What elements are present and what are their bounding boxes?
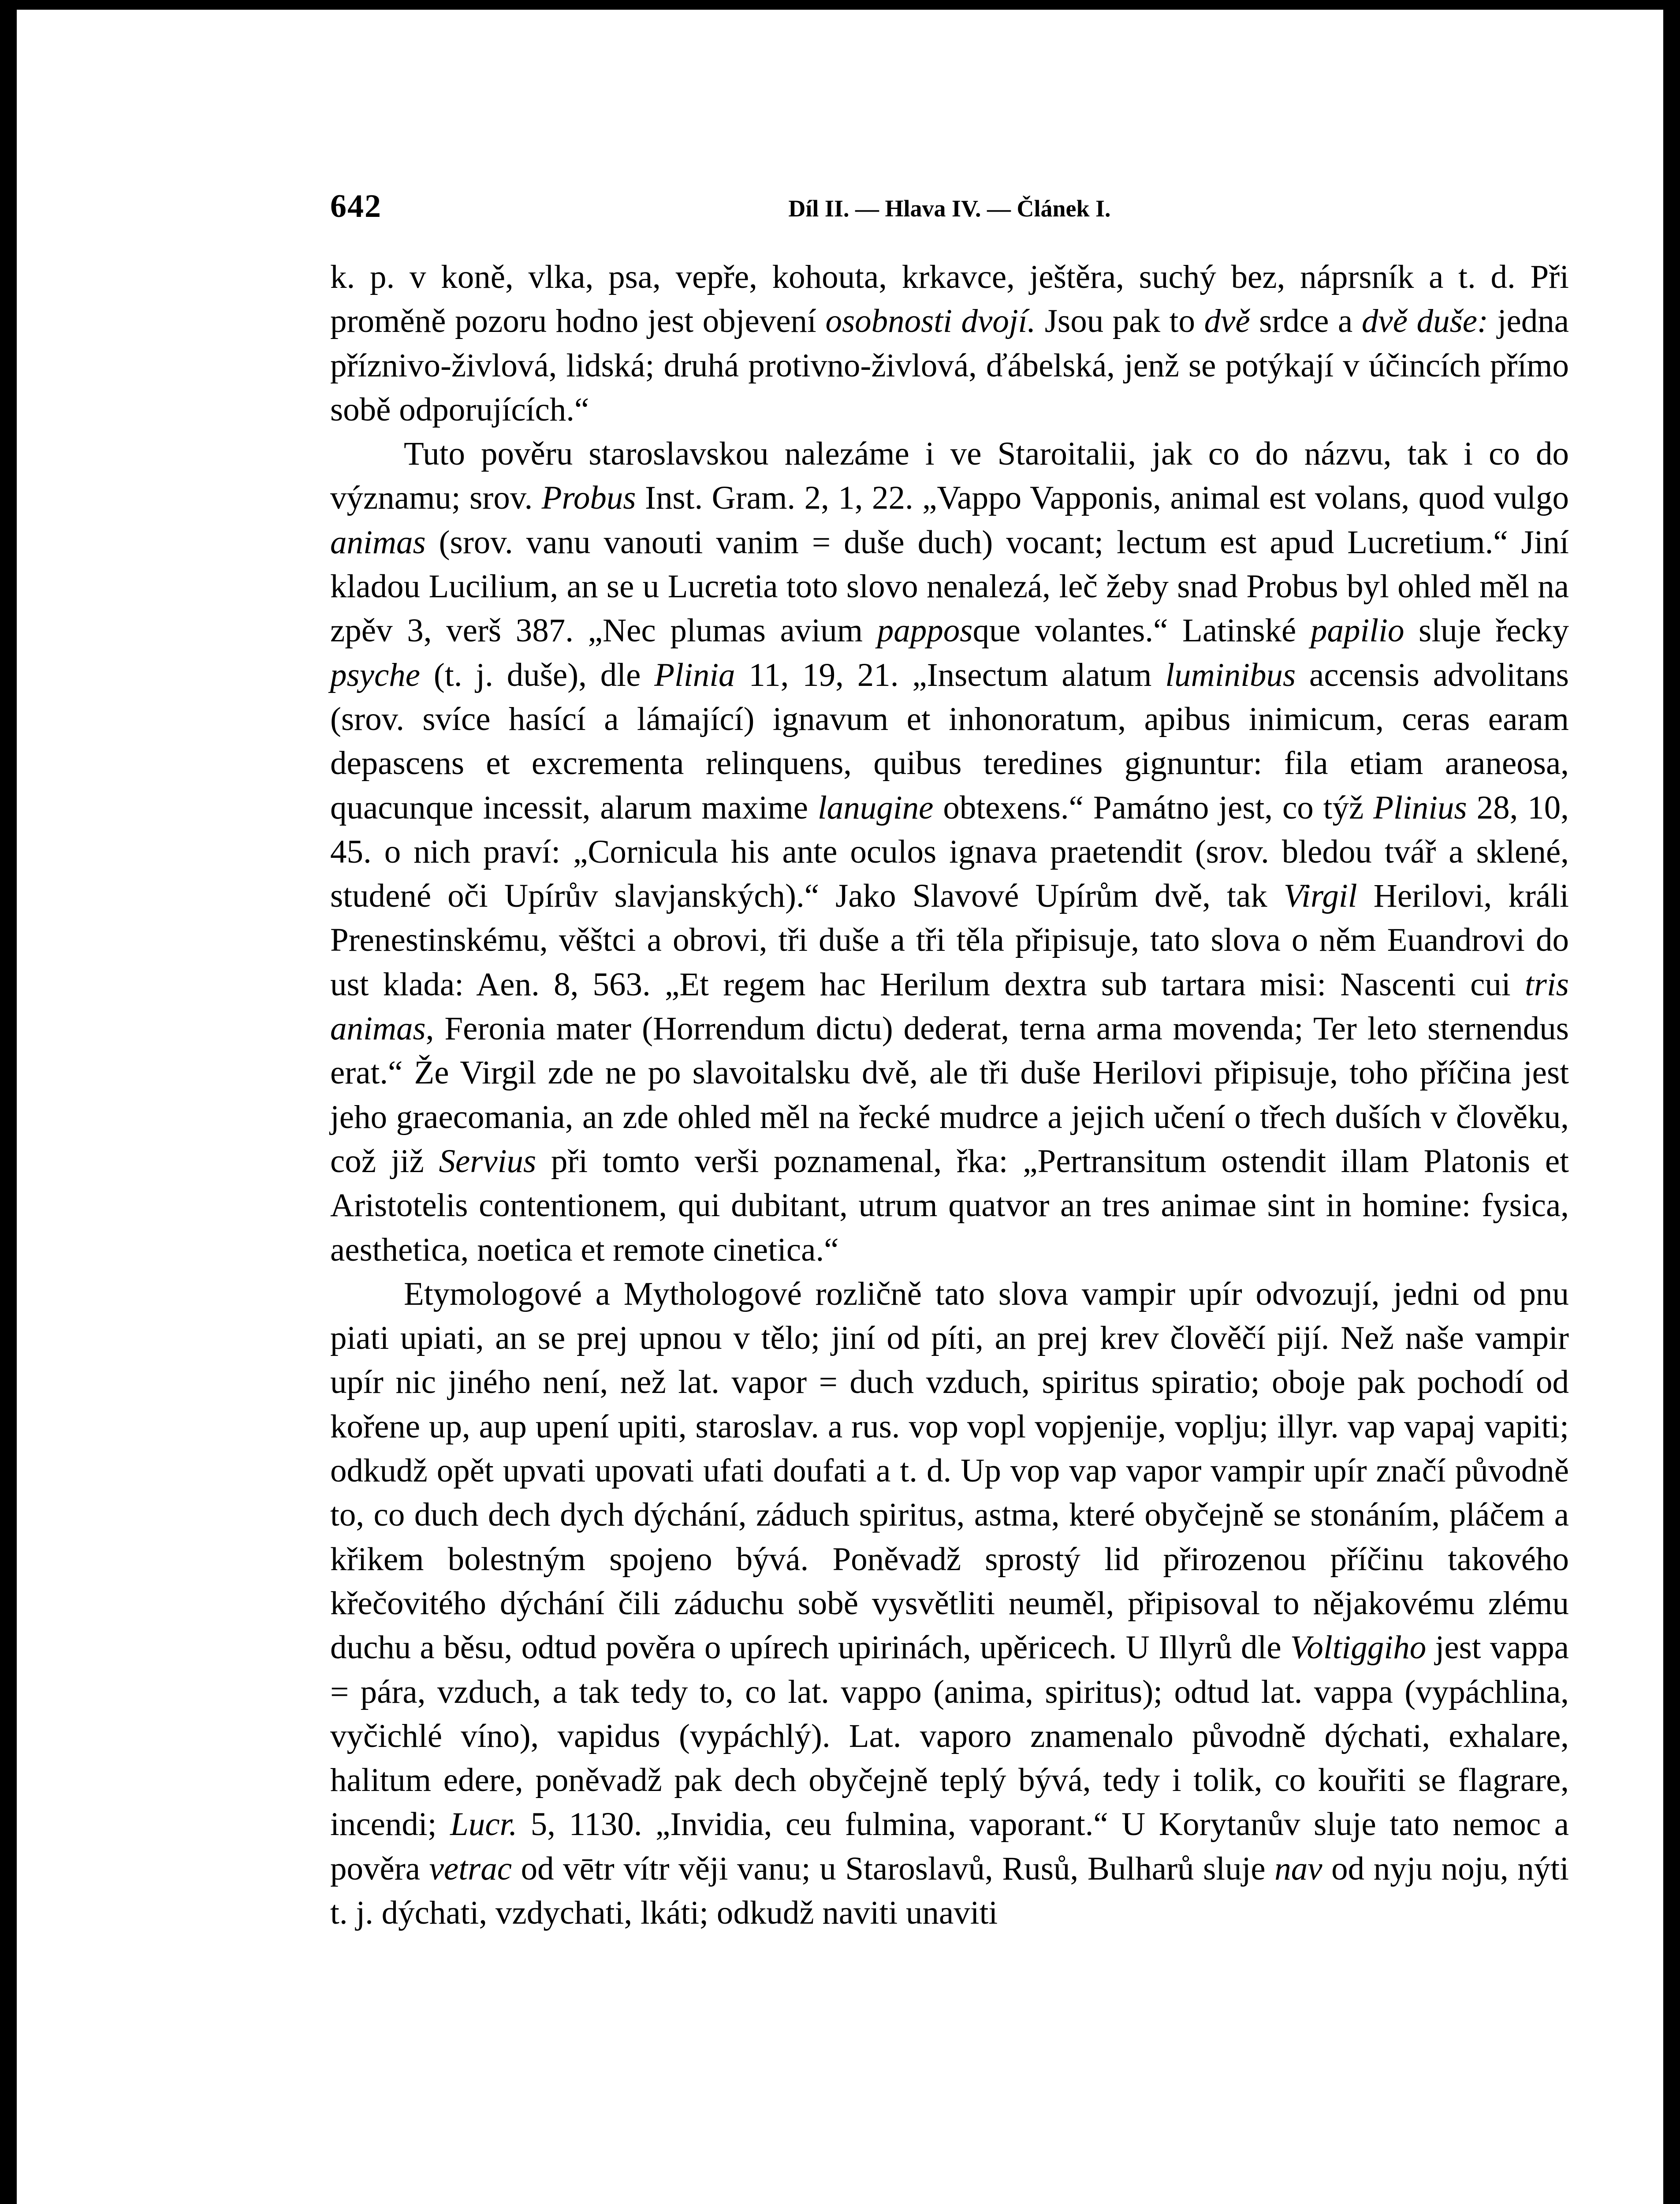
italic-text: papilio [1310,612,1404,649]
italic-text: dvě duše: [1361,303,1489,340]
text-run: Jsou pak to [1036,303,1204,340]
italic-text: pappos [877,612,973,649]
text-run: sluje řecky [1404,612,1569,649]
italic-text: osobnosti dvojí. [825,303,1036,340]
text-run: jest vappa = pára, vzduch, a tak tedy to, co lat. vappo (anima, spiritus); odtud lat. vappa (vypáchlina, vyčichlé víno), vapidus (vypáchlý). Lat. vaporo znamenalo původně dýchati, exhalare, halitum edere, poněvadž pak dech obyčejně teplý bývá, tedy i tolik, co kouřiti se flagrare, incendi; [330,1629,1569,1843]
text-run: , Feronia mater (Horrendum dictu) dederat, terna arma movenda; Ter leto sternendus erat.“ Že Virgil zde ne po slavoitalsku dvě, ale tři duše Herilovi připisuje, toho příčina jest jeho graecomania, an zde ohled měl na řecké mudrce a jejich učení o třech duších v člověku, což již [330,1010,1569,1180]
text-run: Etymologové a Mythologové rozličně tato slova vampir upír odvozují, jedni od pnu piati upiati, an se prej upnou v tělo; jiní od píti, an prej krev člověčí pijí. Než naše vampir upír nic jiného není, než lat. vapor = duch vzduch, spiritus spiratio; oboje pak pochodí od kořene up, aup upení upiti, staroslav. a rus. vop vopl vopjenije, voplju; illyr. vap vapaj vapiti; odkudž opět upvati upovati ufati doufati a t. d. Up vop vap vapor vampir upír značí původně to, co duch dech dych dýchání, záduch spiritus, astma, které obyčejně se stonáním, pláčem a křikem bolestným spojeno bývá. Poněvadž sprostý lid přirozenou příčinu takového křečovitého dýchání čili záduchu sobě vysvětliti neuměl, připisoval to nějakovému zlému duchu a běsu, odtud pověra o upírech upirinách, upěricech. U Illyrů dle [330,1275,1569,1666]
italic-text: vetrac [429,1850,512,1887]
text-run: 28, 10, 45. o nich praví: „Cornicula his ante oculos ignava praetendit (srov. bledou tvář a sklené, studené oči Upírův slavjanských).“ Jako Slavové Upírům dvě, tak [330,789,1569,915]
text-run: 5, 1130. „Invidia, ceu fulmina, vaporant.“ U Korytanův sluje tato nemoc a pověra [330,1806,1569,1887]
text-run: Inst. Gram. 2, 1, 22. „Vappo Vapponis, animal est volans, quod vulgo [636,480,1569,517]
text-run: jedna příznivo-živlová, lidská; druhá protivno-živlová, ďábelská, jenž se potýkají v účincích přímo sobě odporujících.“ [330,303,1569,428]
paragraph [330,1272,1569,1935]
text-run: (t. j. duše), dle [420,656,655,693]
text-run: 11, 19, 21. „Insectum alatum [735,656,1166,693]
italic-text: Plinia [654,656,735,693]
italic-text: luminibus [1165,656,1296,693]
paragraph [330,255,1569,432]
paragraph [330,432,1569,1272]
text-run: od vētr vítr věji vanu; u Staroslavů, Rusů, Bulharů sluje [512,1850,1275,1887]
italic-text: Lucr. [450,1806,518,1843]
text-run: (srov. vanu vanouti vanim = duše duch) vocant; lectum est apud Lucretium.“ Jiní kladou Lucilium, an se u Lucretia toto slovo nenalezá, leč žeby snad Probus byl ohled měl na zpěv 3, verš 387. „Nec plumas avium [330,524,1569,649]
italic-text: lanugine [817,789,934,826]
text-run: při tomto verši poznamenal, řka: „Pertransitum ostendit illam Platonis et Aristotelis contentionem, qui dubitant, utrum quatvor an tres animae sint in homine: fysica, aesthetica, noetica et remote cinetica.“ [330,1143,1569,1268]
italic-text: Voltiggiho [1290,1629,1427,1666]
italic-text: tris animas [330,966,1569,1047]
italic-text: nav [1274,1850,1322,1887]
italic-text: psyche [330,656,421,693]
text-run: obtexens.“ Památno jest, co týž [933,789,1374,826]
page-header [330,188,1569,227]
text-run: Herilovi, králi Prenestinskému, věštci a obrovi, tři duše a tři těla připisuje, tato slova o něm Euandrovi do ust klada: Aen. 8, 563. „Et regem hac Herilum dextra sub tartara misi: Nascenti cui [330,878,1569,1003]
text-run: srdce a [1250,303,1362,340]
italic-text: Plinius [1373,789,1467,826]
italic-text: animas [330,524,426,561]
running-head: Díl II. — Hlava IV. — Článek I. [788,195,1111,222]
text-run: Tuto pověru staroslavskou nalezáme i ve Staroitalii, jak co do názvu, tak i co do významu; srov. [330,436,1569,517]
text-run: k. p. v koně, vlka, psa, vepře, kohouta, krkavce, ještěra, suchý bez, náprsník a t. d. Při proměně pozoru hodno jest objevení [330,259,1569,340]
text-run: od nyju noju, nýti t. j. dýchati, vzdychati, lkáti; odkudž naviti unaviti [330,1850,1569,1931]
italic-text: dvě [1204,303,1250,340]
italic-text: Probus [541,480,636,517]
italic-text: Virgil [1283,878,1357,915]
text-run: que volantes.“ Latinské [972,612,1311,649]
text-run: accensis advolitans (srov. svíce hasící a lámající) ignavum et inhonoratum, apibus inimicum, ceras earam depascens et excrementa relinquens, quibus teredines gignuntur: fila etiam araneosa, quacunque incessit, alarum maxime [330,656,1569,826]
body-text [330,255,1569,1935]
italic-text: Servius [439,1143,536,1180]
book-page [17,10,1663,2204]
page-number: 642 [330,188,382,224]
